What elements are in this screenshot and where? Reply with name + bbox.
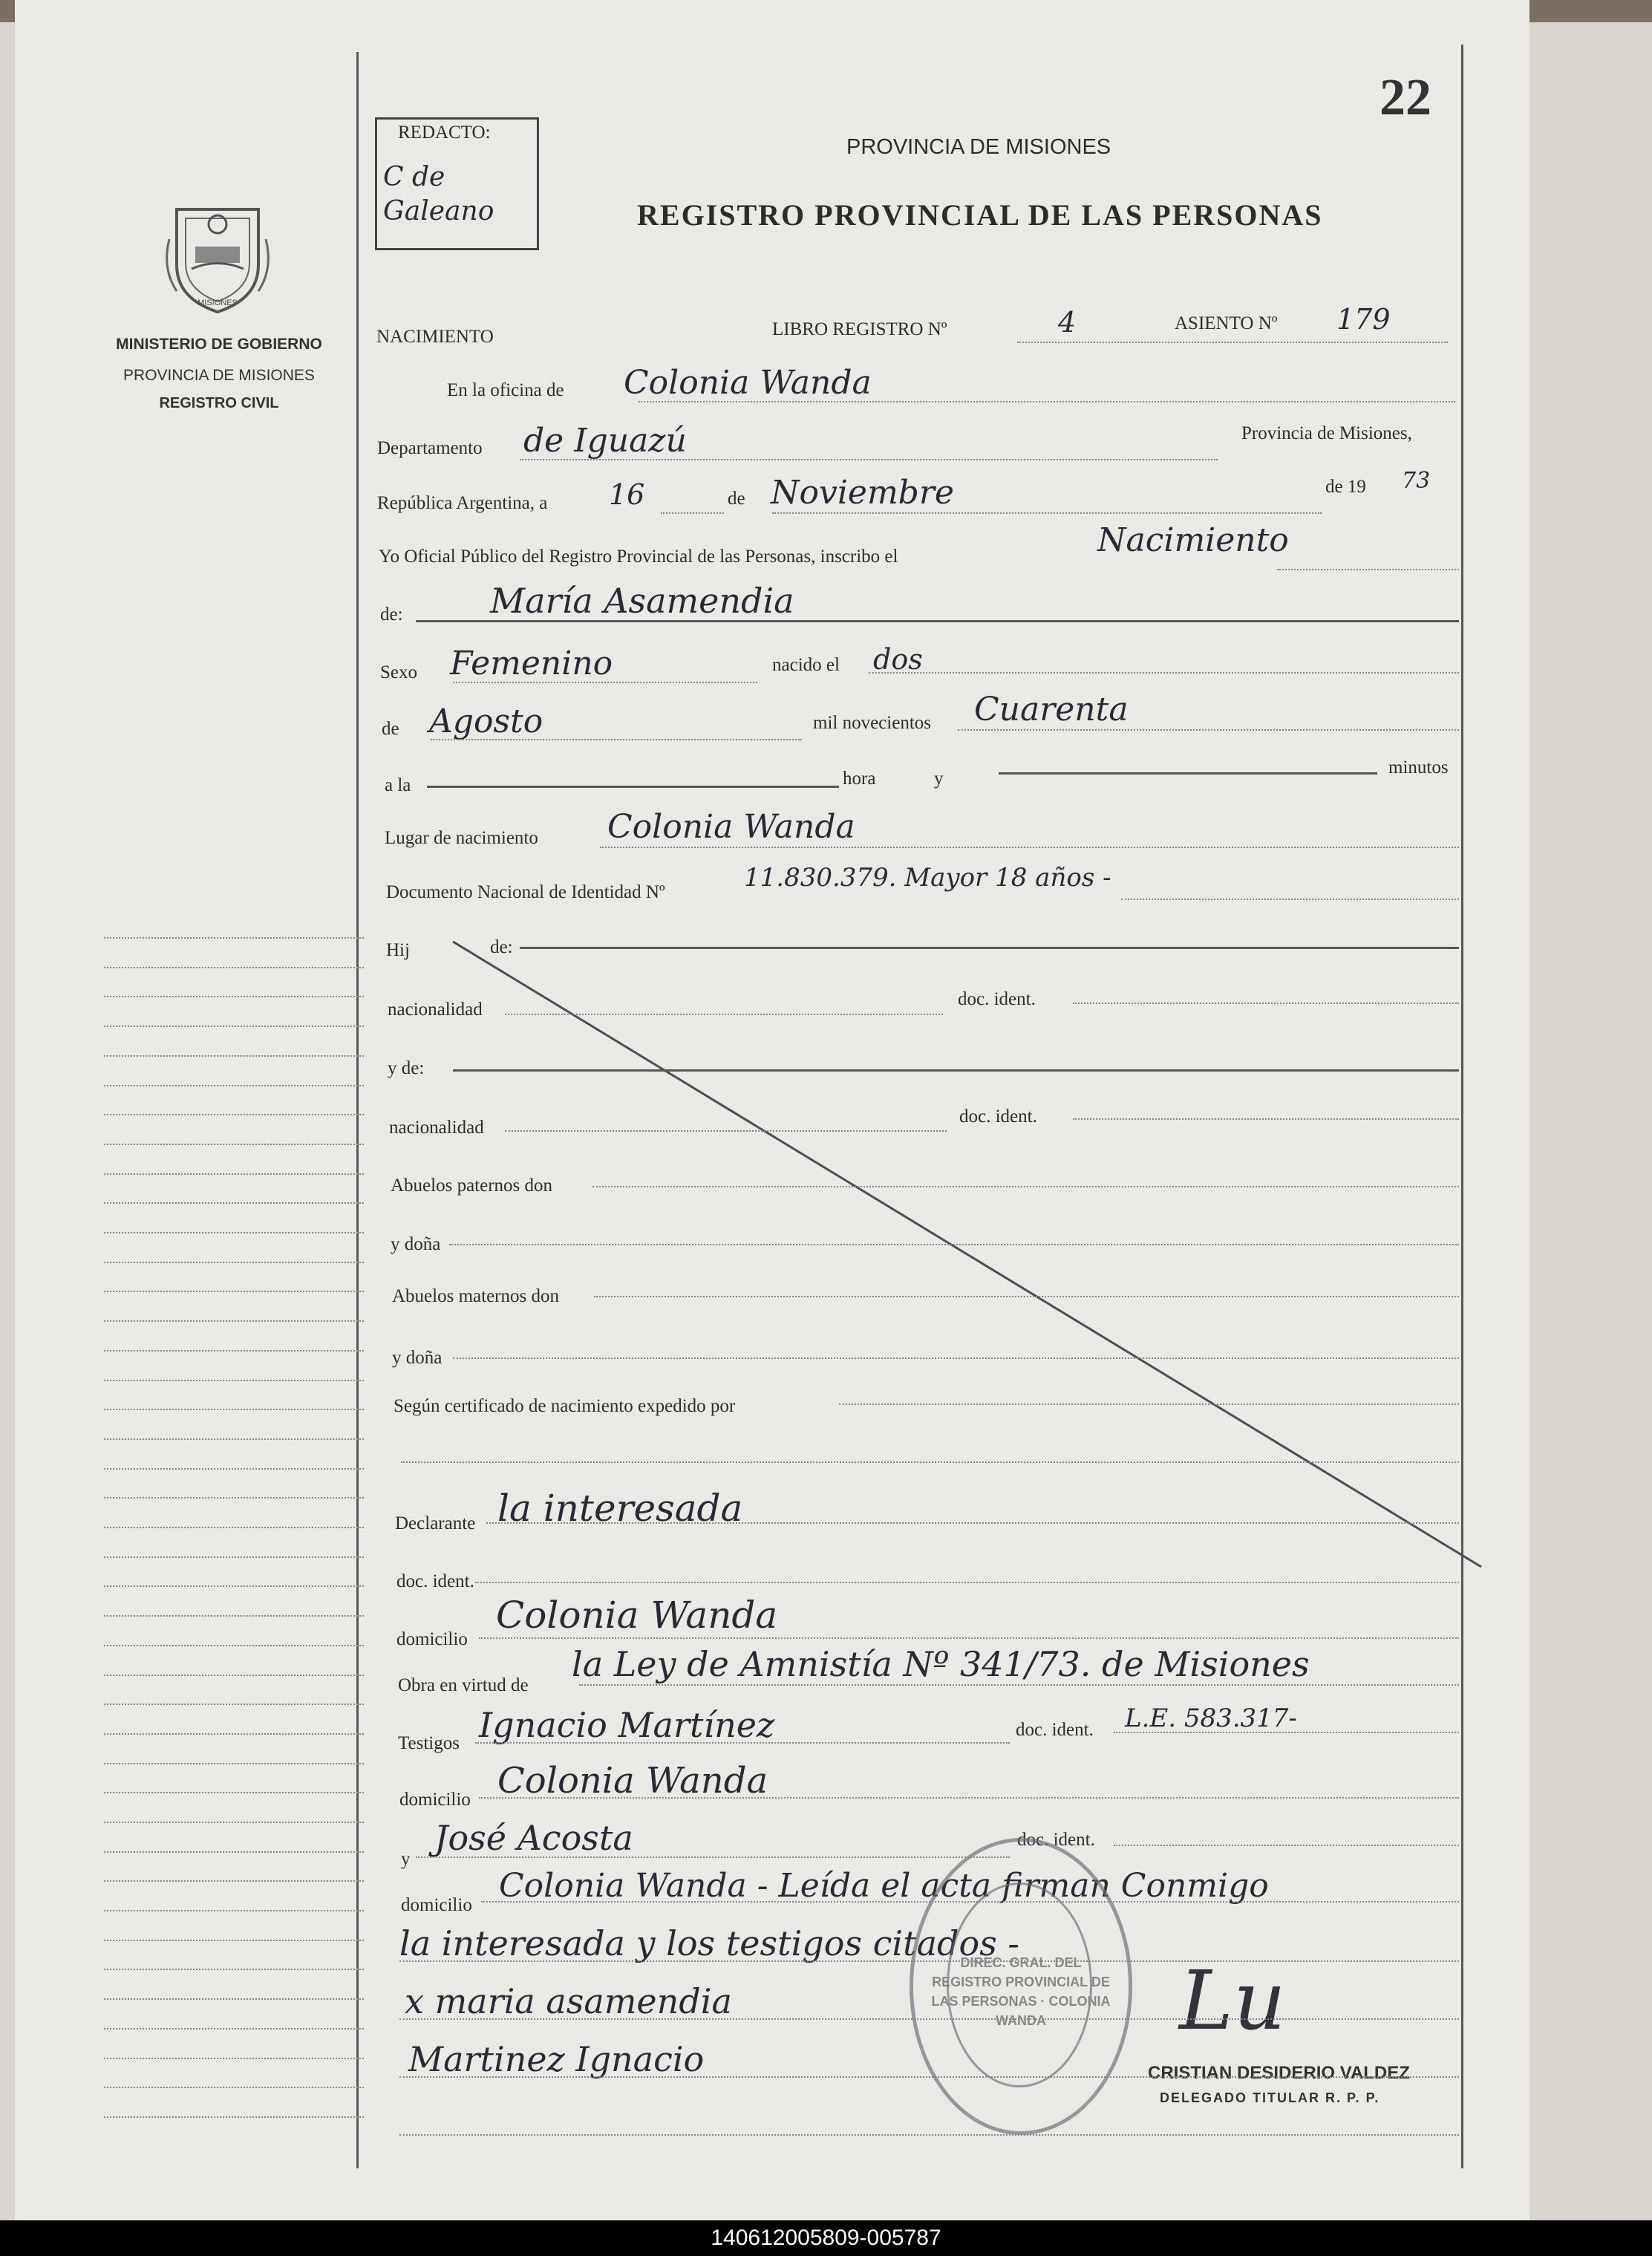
dni-label: Documento Nacional de Identidad Nº (386, 882, 665, 902)
obra-value: la Ley de Amnistía Nº 341/73. de Misiones (572, 1644, 1310, 1684)
de-label: de (728, 489, 745, 509)
seal-caption: MISIONES (197, 299, 238, 307)
ydona-1-label: y doña (391, 1234, 441, 1254)
departamento-label: Departamento (377, 438, 483, 458)
abuelos-paternos-label: Abuelos paternos don (391, 1176, 553, 1196)
page-number: 22 (1380, 69, 1431, 126)
testigo-1-doc: L.E. 583.317- (1125, 1704, 1297, 1733)
segun-label: Según certificado de nacimiento expedido por (394, 1396, 736, 1416)
footer-code: 140612005809-005787 (0, 2220, 1652, 2256)
republica-label: República Argentina, a (377, 493, 548, 513)
form-rule (399, 1960, 1459, 1962)
form-rule (475, 1742, 1010, 1744)
form-rule (479, 1797, 1459, 1799)
domicilio-3-label: domicilio (401, 1895, 472, 1915)
lugar-label: Lugar de nacimiento (385, 828, 538, 848)
domicilio-1-value: Colonia Wanda (496, 1594, 778, 1637)
domicilio-1-label: domicilio (396, 1629, 468, 1649)
mes-nac-value: Agosto (429, 702, 543, 740)
doc-ident-2-label: doc. ident. (959, 1106, 1037, 1127)
testigos-label: Testigos (398, 1733, 460, 1753)
official-name: CRISTIAN DESIDERIO VALDEZ (1148, 2063, 1410, 2083)
form-rule (594, 1296, 1459, 1297)
form-rule (416, 620, 1459, 622)
departamento-value: de Iguazú (523, 422, 687, 460)
de-anio-label: de 19 (1325, 477, 1366, 497)
mil-label: mil novecientos (813, 713, 931, 733)
mil-value: Cuarenta (974, 691, 1129, 728)
declarante-value: la interesada (497, 1487, 743, 1530)
form-rule (1114, 1845, 1459, 1846)
header-title: REGISTRO PROVINCIAL DE LAS PERSONAS (637, 198, 1323, 232)
form-rule (399, 2018, 1459, 2020)
nacido-value: dos (873, 643, 923, 676)
form-rule (475, 1582, 1459, 1583)
hij-de-label: de: (490, 937, 513, 957)
libro-value: 4 (1058, 306, 1077, 339)
yde-label: y de: (388, 1058, 425, 1078)
sexo-value: Femenino (450, 645, 613, 682)
persona-value: María Asamendia (490, 581, 794, 621)
domicilio-2-label: domicilio (399, 1790, 471, 1810)
form-rule (592, 1186, 1459, 1187)
form-rule (1017, 342, 1448, 343)
form-rule (520, 459, 1218, 460)
testigo-2-value: José Acosta (434, 1818, 633, 1858)
yo-label: Yo Oficial Público del Registro Provincial de las Personas, inscribo el (379, 547, 898, 567)
redacto-value: C de Galeano (383, 162, 494, 226)
form-rule (600, 847, 1459, 848)
form-rule (999, 772, 1377, 775)
official-role: DELEGADO TITULAR R. P. P. (1160, 2090, 1380, 2105)
form-rule (505, 1014, 943, 1015)
form-rule (579, 1684, 1459, 1686)
domicilio-3-value: Colonia Wanda - Leída el acta firman Conmigo (499, 1867, 1269, 1905)
ministry-line-3: REGISTRO CIVIL (159, 395, 279, 411)
form-rule (449, 1244, 1459, 1245)
provincia-label: Provincia de Misiones, (1241, 423, 1412, 443)
declarante-label: Declarante (395, 1513, 476, 1533)
form-rule (772, 512, 1322, 514)
obra-label: Obra en virtud de (398, 1675, 529, 1695)
form-rule (401, 1461, 1459, 1463)
nacimiento-label: NACIMIENTO (376, 327, 494, 347)
ministry-line-1: MINISTERIO DE GOBIERNO (116, 336, 322, 353)
hora-label: hora (843, 769, 876, 789)
sexo-label: Sexo (380, 662, 417, 682)
asiento-label: ASIENTO Nº (1175, 313, 1278, 333)
form-rule (431, 739, 802, 740)
form-rule (505, 1130, 947, 1132)
nacionalidad-2-label: nacionalidad (389, 1118, 484, 1138)
form-rule (1277, 569, 1459, 570)
form-rule (427, 786, 839, 788)
nacido-label: nacido el (772, 655, 840, 675)
abuelos-maternos-label: Abuelos maternos don (392, 1286, 559, 1306)
y-label: y (934, 769, 944, 789)
doc-ident-4-label: doc. ident. (1016, 1720, 1094, 1740)
anio-value: 73 (1402, 468, 1431, 494)
form-rule (416, 1856, 1010, 1858)
doc-ident-3-label: doc. ident. (396, 1571, 474, 1591)
official-signature: Lu (1179, 1953, 1286, 2048)
domicilio-2-value: Colonia Wanda (497, 1760, 768, 1802)
ala-label: a la (385, 775, 411, 795)
stamp-text: DIREC. GRAL. DEL REGISTRO PROVINCIAL DE LAS PERSONAS · COLONIA WANDA (931, 1955, 1111, 2028)
dia-value: 16 (609, 478, 645, 511)
ministry-line-2: PROVINCIA DE MISIONES (123, 367, 315, 384)
form-rule (1073, 1003, 1459, 1004)
de2-label: de (382, 719, 399, 739)
minutos-label: minutos (1388, 757, 1449, 777)
form-rule (839, 1404, 1459, 1405)
header-province: PROVINCIA DE MISIONES (846, 135, 1111, 159)
form-rule (481, 1901, 1459, 1903)
form-rule (486, 1522, 1459, 1524)
redacto-label: REDACTO: (398, 123, 491, 143)
form-rule (958, 729, 1459, 731)
form-rule (661, 512, 724, 514)
testigo-1-value: Ignacio Martínez (479, 1705, 775, 1745)
yo-value: Nacimiento (1097, 521, 1289, 559)
continuation-line-3: Martinez Ignacio (408, 2039, 705, 2079)
oficina-label: En la oficina de (447, 380, 564, 400)
mes-value: Noviembre (771, 474, 954, 512)
continuation-line-2: x maria asamendia (405, 1981, 732, 2021)
form-rule (399, 2076, 1459, 2078)
hij-label: Hij (386, 940, 410, 960)
form-rule (453, 1069, 1459, 1072)
dni-value: 11.830.379. Mayor 18 años - (744, 863, 1111, 893)
form-rule (520, 947, 1459, 949)
continuation-line-1: la interesada y los testigos citados - (399, 1923, 1019, 1963)
de-persona-label: de: (380, 604, 403, 625)
doc-ident-5-label: doc. ident. (1017, 1830, 1095, 1850)
form-rule (453, 682, 757, 683)
y2-label: y (401, 1849, 411, 1869)
oficina-value: Colonia Wanda (624, 364, 872, 402)
form-rule (399, 2134, 1459, 2136)
doc-ident-1-label: doc. ident. (958, 989, 1036, 1009)
form-rule (453, 1357, 1459, 1359)
form-rule (1073, 1118, 1459, 1120)
nacionalidad-1-label: nacionalidad (388, 1000, 483, 1020)
ydona-2-label: y doña (392, 1348, 443, 1368)
asiento-value: 179 (1336, 303, 1391, 336)
form-rule (869, 672, 1459, 674)
form-rule (1121, 899, 1459, 900)
lugar-value: Colonia Wanda (607, 808, 855, 846)
form-rule (639, 401, 1455, 402)
libro-label: LIBRO REGISTRO Nº (772, 319, 947, 339)
form-rule (479, 1637, 1459, 1639)
form-rule (1114, 1732, 1459, 1733)
